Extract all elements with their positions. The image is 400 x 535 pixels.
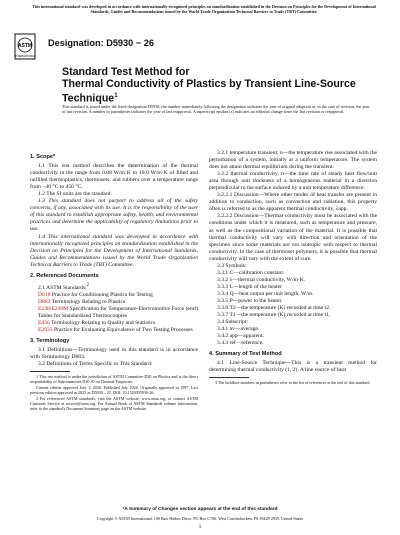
page-number: 1 — [198, 525, 202, 530]
symbol-item: 3.3.2 λ—thermal conductivity, W/m·K. — [217, 276, 306, 283]
footnote-1b: Current edition approved July 1, 2026. Published July 2026. Originally approved in 1997. Last previous edition approved in 2025 as D5930 – 25. DOI: 10.1520/D5930-26. — [30, 385, 198, 396]
document-title — [62, 66, 372, 105]
subscript-item: 3.4.3 ref—reference. — [217, 340, 264, 347]
title-line-1: Standard Test Method for — [62, 66, 190, 78]
symbol-item: 3.3.5 P—power to the heater. — [217, 297, 283, 304]
para-3-2-2: 3.2.2 thermal conductivity, n—the time rate of steady heat flow/unit area through unit thickness of a homogeneous material in a direction perpendicular to the surface induced by a unit temperature difference. — [209, 171, 377, 192]
para-1-4: 1.4 This international standard was developed in accordance with internationally recognized principles on standardization established in the Decision on Principles for the Development of International Standards, Guides and Recommendations issued by the World Trade Organization Technical Barriers to Trade (TBT) Committee. — [30, 233, 198, 268]
left-column — [30, 150, 198, 412]
ref-item[interactable]: D883 Terminology Relating to Plastics — [38, 298, 126, 305]
para-1-1: 1.1 This test method describes the determination of the thermal conductivity in the range from 0.08 W/m·K to 10.0 W/m·K of filled and unfilled thermoplastics, thermosets, and rubbers over a temperature range from −40 °C to 450 °C. — [30, 163, 198, 191]
para-3-2-2-2: 3.2.2.2 Discussion—Thermal conductivity must be associated with the conditions under which it is measured, such as temperature and pressure, as well as the compositional variation of the material. It is possible that thermal conductivity will vary with direction and orientation of the specimen since some materials are not isotropic with respect to thermal conductivity. In the case of thermoset polymers, it is possible that thermal conductivity will vary with the extent of cure. — [209, 213, 377, 262]
footnote-divider — [209, 377, 249, 378]
para-4-1: 4.1 Line-Source Technique—This is a transient method for determining thermal conductivity (1, 2). A line source of heat — [209, 360, 377, 374]
right-footnotes — [209, 380, 377, 385]
designation: Designation: D5930 − 26 — [48, 38, 154, 48]
para-3-2-1: 3.2.1 temperature transient, n—the temperature rise associated with the perturbation of a system, initially at a uniform temperature. The system does not attain thermal equilibrium during the transient. — [209, 150, 377, 171]
para-3-4: 3.4 Subscript: — [217, 319, 249, 326]
para-3-3: 3.3 Symbols: — [217, 262, 247, 269]
title-line-2: Thermal Conductivity of Plastics by Transient Line-Source Technique$^1$ — [62, 78, 356, 105]
symbol-item: 3.3.3 L—length of the heater — [217, 283, 282, 290]
footnote-1: 1 This test method is under the jurisdiction of ASTM Committee D20 on Plastics and is the direct responsibility of Subcommittee D20.30 on Thermal Properties. — [30, 374, 198, 385]
para-2-1: 2.1 ASTM Standards:$^2$ — [38, 282, 89, 291]
footnote-divider — [30, 371, 70, 372]
ref-item[interactable]: D618 Practice for Conditioning Plastics for Testing — [38, 291, 153, 298]
summary-of-changes-note: *A Summary of Changes section appears at the end of this standard — [122, 507, 278, 512]
subscript-item: 3.4.1 av—average. — [217, 326, 260, 333]
svg-text:INTERNATIONAL: INTERNATIONAL — [14, 55, 36, 58]
copyright-line: Copyright © ASTM International, 100 Barr Harbor Drive, PO Box C700, West Conshohocken, PA 19428-2959. United States — [96, 516, 304, 521]
section-1-heading: 1. Scope* — [30, 154, 56, 160]
footnote-2: 2 For referenced ASTM standards, visit the ASTM website, www.astm.org, or contact ASTM Customer Service at service@astm.org. For Annual Book of ASTM Standards volume information, refer to the standard's Document Summary page on the ASTM website. — [30, 396, 198, 412]
section-3-heading: 3. Terminology — [30, 337, 70, 344]
symbol-item: 3.3.4 Q—heat output per unit length, W/m. — [217, 290, 314, 297]
ref-item[interactable]: E2935 Practice for Evaluating Equivalence of Two Testing Processes — [38, 326, 193, 333]
section-4-heading: 4. Summary of Test Method — [209, 351, 282, 358]
para-3-2-2-1: 3.2.2.1 Discussion—Where other modes of heat transfer are present in addition to conduction, such as convection and radiation, this property often is referred to as the apparent thermal conductivity, λapp. — [209, 192, 377, 213]
ref-item[interactable]: E456 Terminology Relating to Quality and Statistics — [38, 319, 156, 326]
section-2-heading: 2. Referenced Documents — [30, 272, 99, 279]
issue-note: This standard is issued under the fixed designation D5930; the number immediately following the designation indicates the year of original adoption or, in the case of revision, the year of last revision. A number in parentheses indicates the year of last reapproval. A superscript epsilon (ε) indicates an editorial change since the last revision or reapproval. — [62, 104, 370, 115]
international-standard-notice: This international standard was developed in accordance with internationally recognized principles on standardization established in the Decision on Principles for the Development of International Standards, Guides and Recommendations issued by the World Trade Organization Technical Barriers to Trade (TBT) Committee. — [32, 4, 376, 14]
right-column — [209, 150, 377, 386]
symbol-item: 3.3.6 T2—the temperature (K) recorded at time t2. — [217, 305, 331, 312]
ref-item[interactable]: E230/E230M Specification for Temperature-Electromotive Force (emf) Tables for Standardized Thermocouples — [38, 305, 198, 319]
para-1-2: 1.2 The SI units are the standard. — [38, 191, 112, 198]
svg-text:ASTM: ASTM — [17, 43, 33, 49]
astm-logo — [14, 33, 36, 60]
left-footnotes — [30, 374, 198, 411]
subscript-item: 3.4.2 app—apparent. — [217, 333, 264, 340]
para-1-3: 1.3 This standard does not purport to address all of the safety concerns, if any, associated with its use. It is the responsibility of the user of this standard to establish appropriate safety, health, and environmental practices and determine the applicability of regulatory limitations prior to use. — [30, 198, 198, 233]
symbol-item: 3.3.7 T1—the temperature (K) recorded at time t1. — [217, 312, 331, 319]
footnote-3: 3 The boldface numbers in parentheses refer to the list of references at the end of this standard. — [215, 380, 371, 386]
symbol-item: 3.3.1 C—calibration constant. — [217, 269, 285, 276]
para-3-1: 3.1 Definitions—Terminology used in this standard is in accordance with Terminology D883. — [30, 347, 198, 361]
para-3-2: 3.2 Definitions of Terms Specific to This Standard: — [38, 361, 153, 368]
